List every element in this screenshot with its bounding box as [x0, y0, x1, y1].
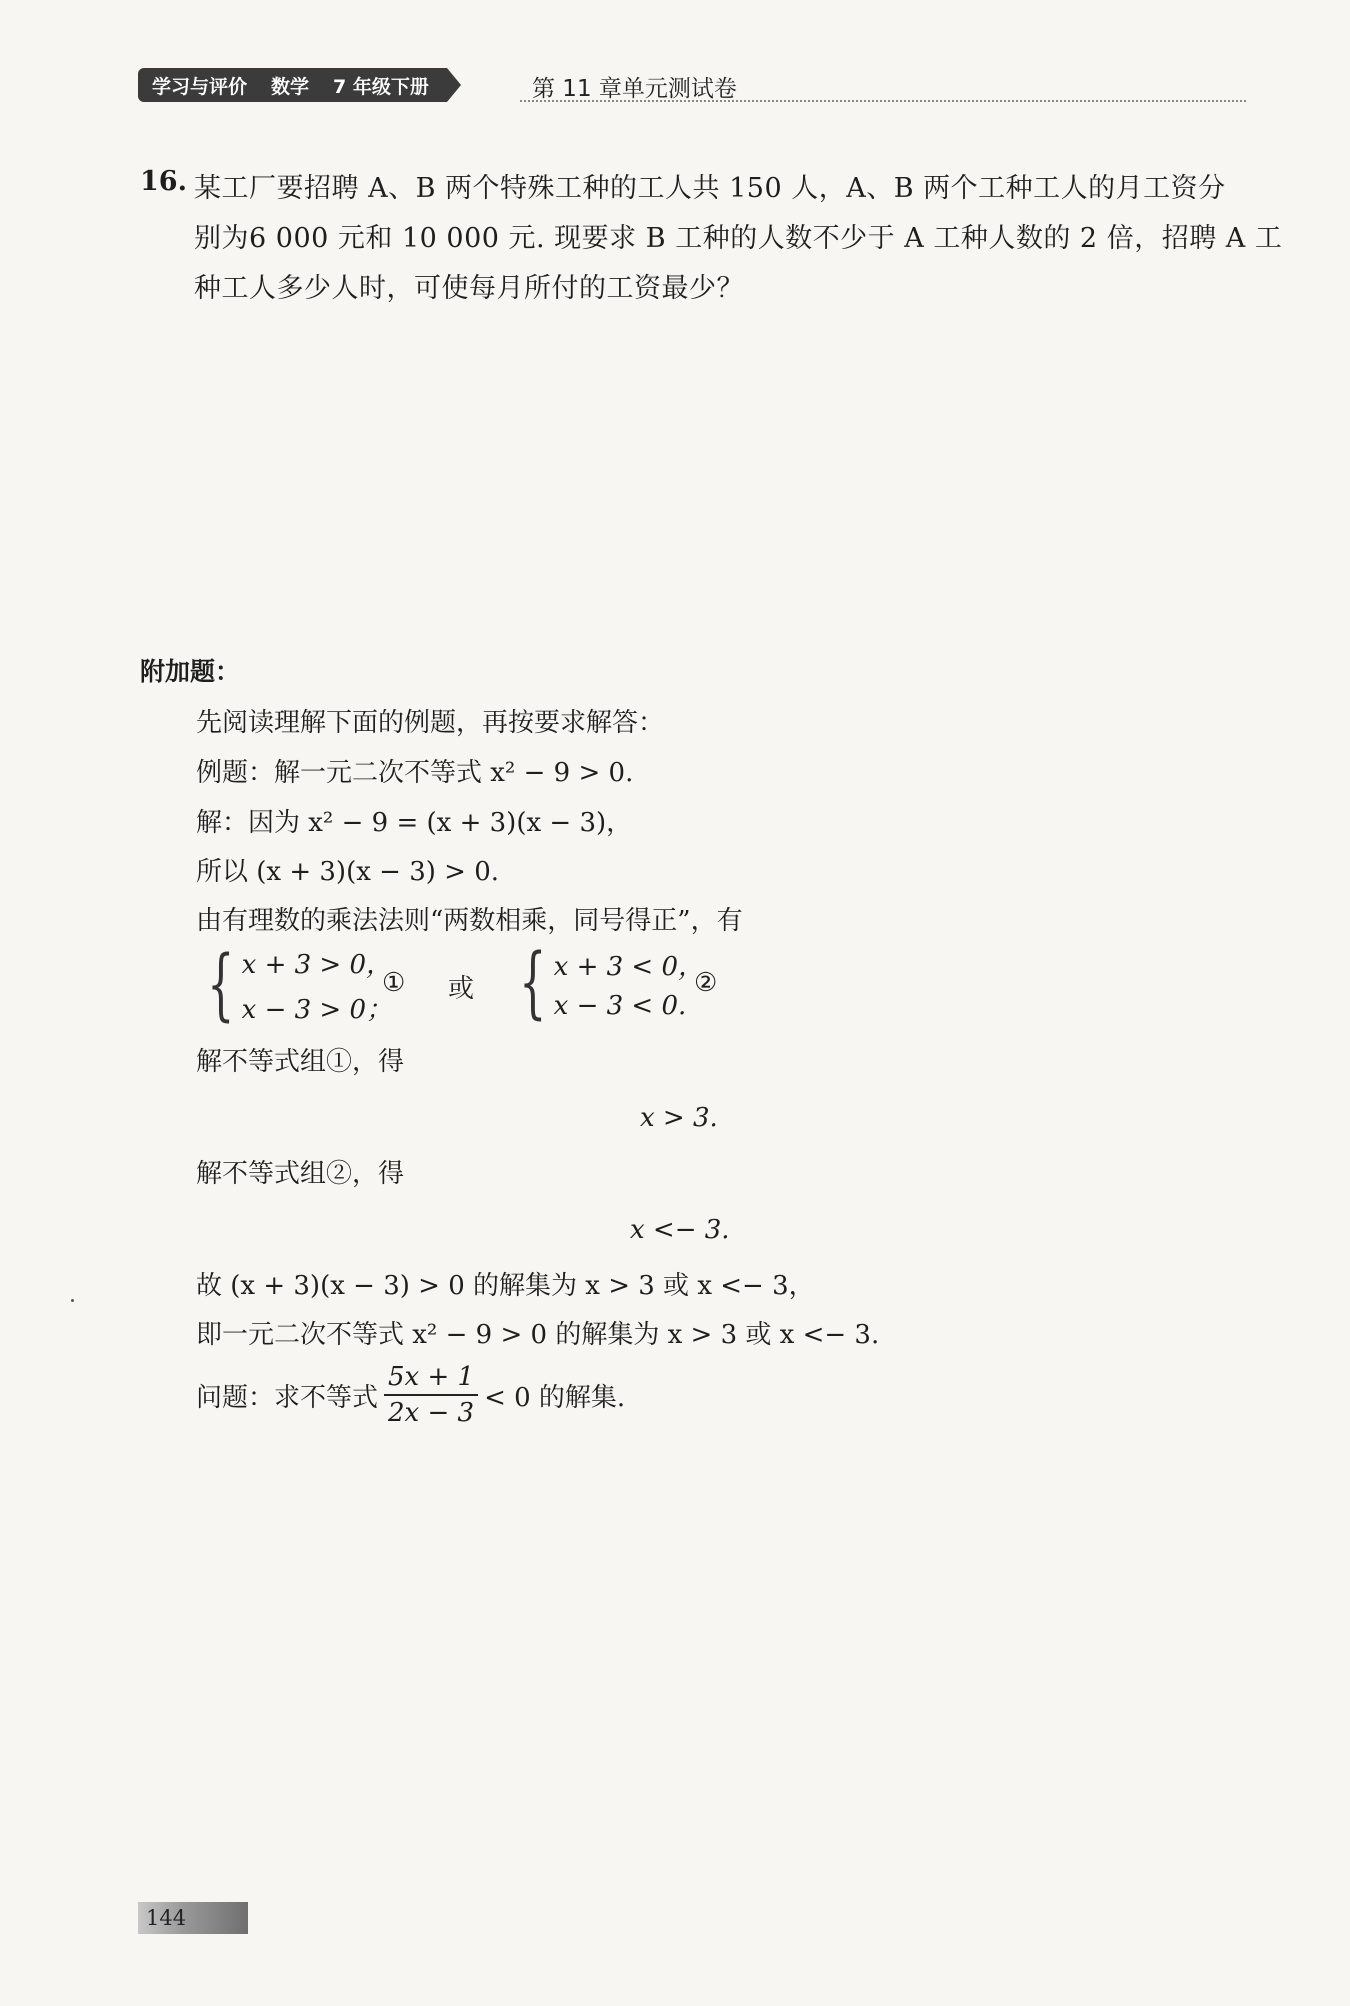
system1-label: ① [382, 968, 406, 998]
system2-line-2: x − 3 < 0. [553, 990, 687, 1021]
question-line-2: 别为6 000 元和 10 000 元. 现要求 B 工种的人数不少于 A 工种人数的 2 倍，招聘 A 工 [194, 223, 1283, 254]
conclusion-line-2: 即一元二次不等式 x² − 9 > 0 的解集为 x > 3 或 x <− 3. [196, 1320, 880, 1350]
solve-system-2-result: x <− 3. [630, 1215, 730, 1245]
left-brace-icon: { [207, 940, 235, 1030]
system2-line-1: x + 3 < 0， [553, 951, 705, 982]
grade-name: 7 年级下册 [333, 75, 429, 98]
fraction-numerator: 5x + 1 [384, 1362, 478, 1396]
system1-line-1: x + 3 > 0， [241, 950, 393, 980]
page-number-text: 144 [146, 1906, 187, 1930]
system2-label: ② [694, 968, 718, 998]
book-name: 学习与评价 [152, 75, 248, 98]
solution-line-2: 所以 (x + 3)(x − 3) > 0. [196, 857, 499, 887]
question-number: 16. [140, 166, 187, 197]
problem-prefix: 问题：求不等式 [196, 1382, 379, 1413]
problem-suffix: < 0 的解集. [484, 1382, 626, 1413]
bonus-intro: 先阅读理解下面的例题，再按要求解答： [196, 708, 665, 738]
page-number [138, 1902, 248, 1934]
header-divider [520, 100, 1246, 102]
book-header-tag [138, 68, 447, 102]
question-line-1: 某工厂要招聘 A、B 两个特殊工种的工人共 150 人，A、B 两个工种工人的月工资分 [194, 173, 1226, 204]
multiplication-rule: 由有理数的乘法法则“两数相乘，同号得正”，有 [196, 906, 743, 936]
example-statement: 例题：解一元二次不等式 x² − 9 > 0. [196, 758, 634, 788]
chapter-title: 第 11 章单元测试卷 [532, 76, 737, 102]
left-brace-icon: { [519, 938, 547, 1028]
question-line-3: 种工人多少人时，可使每月所付的工资最少？ [194, 273, 744, 304]
system1-line-2: x − 3 > 0； [241, 995, 393, 1025]
solve-system-1-result: x > 3. [640, 1103, 718, 1133]
bonus-title: 附加题： [140, 657, 241, 686]
solve-system-2-text: 解不等式组②，得 [196, 1159, 405, 1189]
solution-line-1: 解：因为 x² − 9 = (x + 3)(x − 3)， [196, 808, 633, 838]
inequality-fraction [384, 1362, 478, 1428]
inequality-system-2 [508, 938, 705, 1028]
fraction-denominator: 2x − 3 [388, 1398, 475, 1428]
subject-name: 数学 [271, 75, 310, 98]
problem-statement [196, 1362, 625, 1428]
conclusion-line-1: 故 (x + 3)(x − 3) > 0 的解集为 x > 3 或 x <− 3， [196, 1271, 815, 1301]
or-word: 或 [448, 974, 475, 1004]
paper-speck [71, 1299, 74, 1302]
solve-system-1-text: 解不等式组①，得 [196, 1047, 405, 1077]
inequality-system-1 [196, 940, 393, 1030]
